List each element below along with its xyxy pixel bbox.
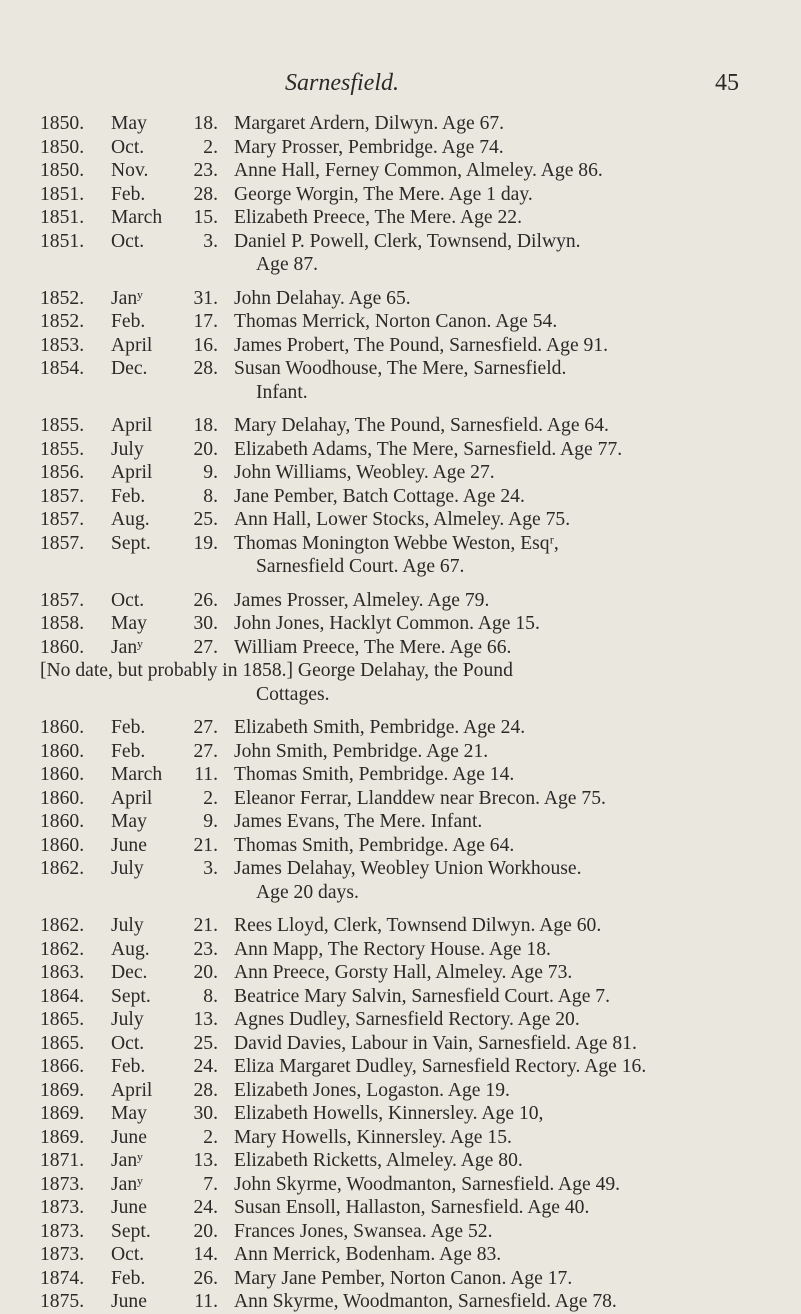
entry-month: March [111, 207, 163, 228]
entry-line: Eliza Margaret Dudley, Sarnesfield Rectory. Age 16. [234, 1056, 647, 1077]
entry-year: 1860. [40, 717, 85, 738]
entry-text [234, 716, 780, 740]
entry-day: 18. [193, 113, 218, 134]
entry-year: 1862. [40, 938, 85, 960]
register-entry [40, 532, 780, 579]
entry-text [234, 589, 780, 613]
entry-text [234, 508, 780, 532]
entry-line: Sarnesfield Court. Age 67. [256, 556, 465, 577]
register-entry [40, 438, 780, 462]
entry-month: Janʸ [111, 1150, 143, 1171]
entry-day: 21. [193, 834, 218, 856]
entry-line: Thomas Monington Webbe Weston, Esqʳ, [234, 532, 559, 554]
running-head [0, 70, 801, 100]
entry-day: 13. [193, 1150, 218, 1171]
entry-line: James Evans, The Mere. Infant. [234, 811, 483, 832]
register-entries-before-note [40, 112, 780, 659]
entry-month: May [111, 113, 147, 134]
note-line: Cottages. [256, 683, 330, 705]
entry-text [234, 287, 780, 311]
entry-day: 2. [203, 136, 218, 158]
register-entry [40, 763, 780, 787]
entry-day: 24. [193, 1056, 218, 1077]
entry-month: Oct. [111, 1244, 145, 1265]
entry-line: Agnes Dudley, Sarnesfield Rectory. Age 20. [234, 1009, 580, 1030]
entry-year: 1869. [40, 1079, 85, 1101]
entry-year: 1851. [40, 207, 85, 228]
register-entry [40, 1079, 780, 1103]
entry-year: 1874. [40, 1267, 85, 1289]
entry-month: Oct. [111, 1032, 145, 1054]
entry-month: Feb. [111, 485, 146, 507]
entry-text [234, 961, 780, 985]
entry-line: Age 87. [256, 254, 319, 275]
entry-line: Daniel P. Powell, Clerk, Townsend, Dilwyn. [234, 230, 581, 252]
entry-day: 27. [193, 636, 218, 658]
entry-line: Ann Mapp, The Rectory House. Age 18. [234, 938, 551, 960]
entry-year: 1869. [40, 1126, 85, 1148]
entry-year: 1860. [40, 787, 85, 809]
register-entry [40, 414, 780, 438]
entry-year: 1857. [40, 509, 85, 530]
entry-text [234, 636, 780, 660]
entry-month: Feb. [111, 1056, 146, 1077]
entry-day: 25. [193, 1032, 218, 1054]
entry-line: James Prosser, Almeley. Age 79. [234, 589, 490, 611]
entry-day: 20. [193, 1220, 218, 1242]
entry-line: Eleanor Ferrar, Llanddew near Brecon. Age 75. [234, 787, 606, 809]
register-entry [40, 230, 780, 277]
entry-line: Mary Delahay, The Pound, Sarnesfield. Age 64. [234, 415, 609, 436]
entry-text [234, 985, 780, 1009]
entry-text [234, 787, 780, 811]
entry-year: 1852. [40, 287, 85, 309]
entry-day: 23. [193, 938, 218, 960]
entry-text [234, 1008, 780, 1032]
register-entries-after-note [40, 716, 780, 1314]
entry-text [234, 1290, 780, 1314]
entry-text [234, 1173, 780, 1197]
register-entry [40, 1055, 780, 1079]
entry-year: 1860. [40, 811, 85, 832]
entry-text [234, 1243, 780, 1267]
entry-text [234, 136, 780, 160]
entry-year: 1852. [40, 311, 85, 332]
register-entry [40, 740, 780, 764]
entry-line: Elizabeth Smith, Pembridge. Age 24. [234, 717, 526, 738]
register-entry [40, 716, 780, 740]
entry-text [234, 612, 780, 636]
entry-line: Elizabeth Preece, The Mere. Age 22. [234, 207, 522, 228]
register-entry [40, 985, 780, 1009]
entry-day: 17. [193, 311, 218, 332]
register-entry [40, 136, 780, 160]
entry-day: 25. [193, 509, 218, 530]
entry-text [234, 1196, 780, 1220]
entry-year: 1851. [40, 183, 85, 205]
entry-month: Dec. [111, 358, 148, 379]
entry-month: April [111, 787, 153, 809]
register-entry [40, 612, 780, 636]
entry-line: Ann Merrick, Bodenham. Age 83. [234, 1244, 502, 1265]
register-entry [40, 1008, 780, 1032]
entry-month: July [111, 1009, 144, 1030]
entry-month: Feb. [111, 740, 146, 762]
entry-day: 28. [193, 1079, 218, 1101]
register-entry [40, 485, 780, 509]
register-entry [40, 1102, 780, 1126]
register-entry [40, 357, 780, 404]
entry-text [234, 206, 780, 230]
register-entry [40, 112, 780, 136]
entry-month: Oct. [111, 230, 145, 252]
entry-year: 1873. [40, 1197, 85, 1218]
entry-month: April [111, 415, 153, 436]
entry-day: 30. [193, 613, 218, 634]
register-entry [40, 857, 780, 904]
entry-day: 19. [193, 532, 218, 554]
entry-line: Age 20 days. [256, 881, 359, 903]
entry-month: Sept. [111, 985, 151, 1007]
entry-line: Thomas Smith, Pembridge. Age 64. [234, 834, 515, 856]
entry-day: 7. [203, 1173, 218, 1195]
entry-text [234, 1220, 780, 1244]
register-entry [40, 310, 780, 334]
entry-line: John Delahay. Age 65. [234, 287, 411, 309]
entry-year: 1869. [40, 1103, 85, 1124]
register-entry [40, 938, 780, 962]
entry-month: March [111, 764, 163, 785]
entry-text [234, 532, 780, 579]
register-entry [40, 810, 780, 834]
entry-day: 11. [194, 1291, 218, 1312]
entry-day: 9. [203, 811, 218, 832]
entry-month: June [111, 1197, 147, 1218]
register-entry [40, 206, 780, 230]
entry-month: April [111, 334, 153, 356]
entry-year: 1875. [40, 1291, 85, 1312]
entry-year: 1873. [40, 1173, 85, 1195]
entry-month: Janʸ [111, 636, 143, 658]
register-entry [40, 159, 780, 183]
entry-month: June [111, 1291, 147, 1312]
register-entry [40, 914, 780, 938]
entry-line: Mary Howells, Kinnersley. Age 15. [234, 1126, 512, 1148]
entry-month: Janʸ [111, 1173, 143, 1195]
entry-day: 13. [193, 1009, 218, 1030]
entry-day: 27. [193, 717, 218, 738]
entry-line: John Williams, Weobley. Age 27. [234, 462, 495, 483]
entry-line: George Worgin, The Mere. Age 1 day. [234, 183, 533, 205]
register-entry [40, 1290, 780, 1314]
entry-month: Nov. [111, 160, 149, 181]
entry-line: Mary Jane Pember, Norton Canon. Age 17. [234, 1267, 573, 1289]
running-title: Sarnesfield. [285, 70, 399, 96]
entry-year: 1856. [40, 462, 85, 483]
entry-line: Mary Prosser, Pembridge. Age 74. [234, 136, 504, 158]
entry-line: John Smith, Pembridge. Age 21. [234, 740, 489, 762]
register-entry [40, 961, 780, 985]
entry-month: May [111, 1103, 147, 1124]
entry-day: 8. [203, 485, 218, 507]
entry-line: Susan Woodhouse, The Mere, Sarnesfield. [234, 358, 567, 379]
entry-month: Oct. [111, 136, 145, 158]
entry-text [234, 1102, 780, 1126]
entry-year: 1857. [40, 485, 85, 507]
register-entry [40, 636, 780, 660]
entry-month: Feb. [111, 311, 146, 332]
entry-year: 1857. [40, 589, 85, 611]
entry-text [234, 914, 780, 938]
entry-line: Infant. [256, 381, 308, 403]
entry-text [234, 183, 780, 207]
entry-day: 21. [193, 915, 218, 936]
entry-day: 24. [193, 1197, 218, 1218]
entry-day: 3. [203, 230, 218, 252]
entry-line: Thomas Merrick, Norton Canon. Age 54. [234, 311, 558, 332]
entry-year: 1862. [40, 915, 85, 936]
entry-year: 1850. [40, 113, 85, 134]
entry-day: 28. [193, 358, 218, 379]
entry-month: May [111, 811, 147, 832]
entry-day: 26. [193, 589, 218, 611]
entry-day: 15. [193, 207, 218, 228]
register-entry [40, 1243, 780, 1267]
entry-line: John Jones, Hacklyt Common. Age 15. [234, 613, 540, 634]
entry-year: 1863. [40, 962, 85, 983]
register-entry [40, 1032, 780, 1056]
entry-text [234, 1267, 780, 1291]
entry-line: Beatrice Mary Salvin, Sarnesfield Court. Age 7. [234, 985, 611, 1007]
entry-line: Thomas Smith, Pembridge. Age 14. [234, 764, 515, 785]
burial-register [40, 112, 780, 1314]
register-entry [40, 1173, 780, 1197]
entry-line: Elizabeth Adams, The Mere, Sarnesfield. Age 77. [234, 438, 623, 460]
entry-year: 1851. [40, 230, 85, 252]
entry-day: 30. [193, 1103, 218, 1124]
entry-line: Ann Hall, Lower Stocks, Almeley. Age 75. [234, 509, 571, 530]
entry-month: Dec. [111, 962, 148, 983]
entry-month: July [111, 915, 144, 936]
entry-year: 1866. [40, 1056, 85, 1077]
entry-month: April [111, 1079, 153, 1101]
entry-text [234, 310, 780, 334]
note-line: [No date, but probably in 1858.] George Delahay, the Pound [40, 660, 513, 681]
entry-year: 1873. [40, 1244, 85, 1265]
entry-text [234, 357, 780, 404]
entry-text [234, 112, 780, 136]
entry-text [234, 1126, 780, 1150]
register-entry [40, 787, 780, 811]
entry-year: 1871. [40, 1150, 85, 1171]
register-entry [40, 461, 780, 485]
entry-text [234, 763, 780, 787]
entry-day: 11. [194, 764, 218, 785]
entry-month: Feb. [111, 717, 146, 738]
entry-line: Elizabeth Howells, Kinnersley. Age 10, [234, 1103, 544, 1124]
entry-text [234, 230, 780, 277]
entry-text [234, 1149, 780, 1173]
register-entry [40, 334, 780, 358]
entry-text [234, 1032, 780, 1056]
page-number: 45 [715, 70, 739, 96]
entry-year: 1865. [40, 1009, 85, 1030]
entry-month: July [111, 438, 144, 460]
entry-month: Oct. [111, 589, 145, 611]
entry-text [234, 461, 780, 485]
entry-line: Ann Skyrme, Woodmanton, Sarnesfield. Age 78. [234, 1291, 617, 1312]
entry-year: 1850. [40, 136, 85, 158]
register-entry [40, 834, 780, 858]
entry-text [234, 1055, 780, 1079]
entry-month: Sept. [111, 1220, 151, 1242]
register-entry [40, 287, 780, 311]
entry-year: 1855. [40, 438, 85, 460]
entry-line: Ann Preece, Gorsty Hall, Almeley. Age 73. [234, 962, 573, 983]
entry-year: 1860. [40, 834, 85, 856]
entry-day: 2. [203, 1126, 218, 1148]
entry-day: 2. [203, 787, 218, 809]
entry-year: 1865. [40, 1032, 85, 1054]
entry-text [234, 938, 780, 962]
entry-day: 3. [203, 858, 218, 879]
undated-note [40, 659, 780, 706]
entry-month: Feb. [111, 183, 146, 205]
entry-year: 1850. [40, 160, 85, 181]
entry-year: 1860. [40, 740, 85, 762]
register-entry [40, 1196, 780, 1220]
entry-line: Elizabeth Ricketts, Almeley. Age 80. [234, 1150, 523, 1171]
entry-day: 27. [193, 740, 218, 762]
entry-text [234, 740, 780, 764]
entry-text [234, 1079, 780, 1103]
entry-line: Jane Pember, Batch Cottage. Age 24. [234, 485, 525, 507]
entry-line: Susan Ensoll, Hallaston, Sarnesfield. Age 40. [234, 1197, 590, 1218]
entry-day: 28. [193, 183, 218, 205]
entry-line: Margaret Ardern, Dilwyn. Age 67. [234, 113, 505, 134]
entry-year: 1858. [40, 613, 85, 634]
entry-line: Anne Hall, Ferney Common, Almeley. Age 86. [234, 160, 603, 181]
entry-year: 1855. [40, 415, 85, 436]
entry-day: 16. [193, 334, 218, 356]
entry-line: James Probert, The Pound, Sarnesfield. Age 91. [234, 334, 609, 356]
register-entry [40, 183, 780, 207]
entry-month: July [111, 858, 144, 879]
entry-month: April [111, 462, 153, 483]
entry-year: 1860. [40, 764, 85, 785]
entry-line: Rees Lloyd, Clerk, Townsend Dilwyn. Age 60. [234, 915, 602, 936]
entry-line: Elizabeth Jones, Logaston. Age 19. [234, 1079, 510, 1101]
entry-year: 1857. [40, 532, 85, 554]
entry-line: William Preece, The Mere. Age 66. [234, 636, 512, 658]
entry-line: Frances Jones, Swansea. Age 52. [234, 1220, 493, 1242]
register-entry [40, 589, 780, 613]
entry-year: 1854. [40, 358, 85, 379]
entry-year: 1853. [40, 334, 85, 356]
entry-month: Janʸ [111, 287, 143, 309]
entry-day: 14. [193, 1244, 218, 1265]
entry-month: Sept. [111, 532, 151, 554]
entry-month: June [111, 834, 147, 856]
entry-month: Aug. [111, 938, 150, 960]
entry-text [234, 810, 780, 834]
register-entry [40, 1220, 780, 1244]
entry-month: June [111, 1126, 147, 1148]
entry-year: 1862. [40, 858, 85, 879]
entry-day: 18. [193, 415, 218, 436]
entry-year: 1864. [40, 985, 85, 1007]
entry-text [234, 334, 780, 358]
entry-line: David Davies, Labour in Vain, Sarnesfield. Age 81. [234, 1032, 637, 1054]
register-entry [40, 1149, 780, 1173]
register-entry [40, 1267, 780, 1291]
entry-day: 26. [193, 1267, 218, 1289]
entry-text [234, 857, 780, 904]
entry-text [234, 414, 780, 438]
register-entry [40, 508, 780, 532]
entry-day: 8. [203, 985, 218, 1007]
entry-year: 1873. [40, 1220, 85, 1242]
entry-line: James Delahay, Weobley Union Workhouse. [234, 858, 582, 879]
entry-year: 1860. [40, 636, 85, 658]
entry-day: 20. [193, 438, 218, 460]
entry-text [234, 485, 780, 509]
entry-day: 31. [193, 287, 218, 309]
register-entry [40, 1126, 780, 1150]
entry-month: Feb. [111, 1267, 146, 1289]
entry-month: Aug. [111, 509, 150, 530]
entry-day: 9. [203, 462, 218, 483]
entry-day: 23. [193, 160, 218, 181]
entry-day: 20. [193, 962, 218, 983]
entry-line: John Skyrme, Woodmanton, Sarnesfield. Age 49. [234, 1173, 621, 1195]
entry-text [234, 159, 780, 183]
entry-text [234, 834, 780, 858]
entry-text [234, 438, 780, 462]
entry-month: May [111, 613, 147, 634]
